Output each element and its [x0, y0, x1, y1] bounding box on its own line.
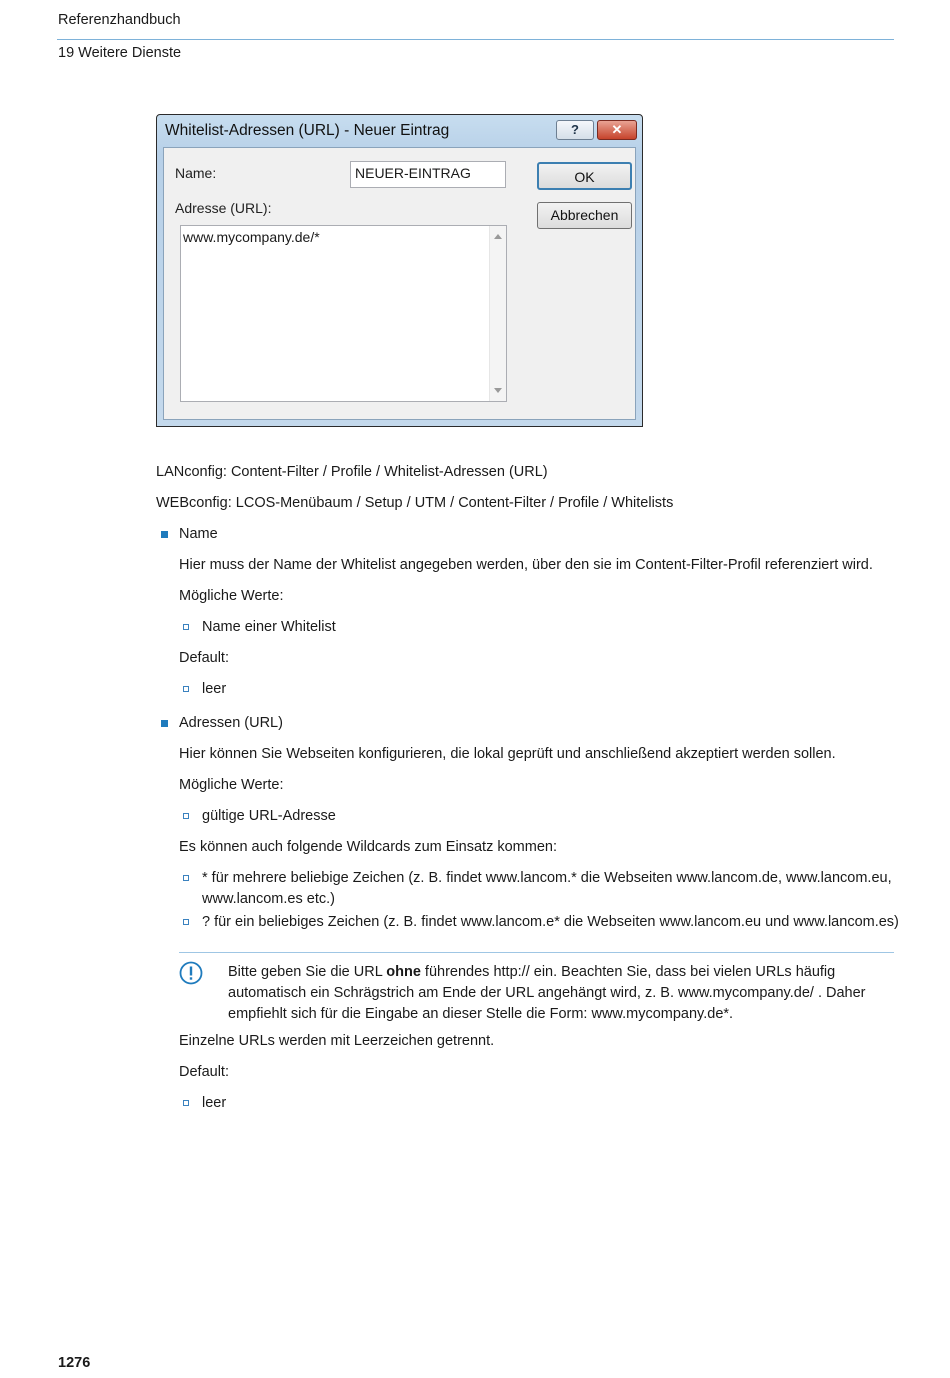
sub-bullet-icon — [183, 686, 189, 692]
item-name-possible-label: Mögliche Werte: — [179, 588, 284, 604]
sub-bullet-icon — [183, 624, 189, 630]
sub-bullet-icon — [183, 875, 189, 881]
info-icon — [179, 961, 203, 985]
note-text-part: führendes http:// ein. Beachten Sie, dass bei vielen URLs häufig automatisch ein Schrägstrich am Ende der URL angehängt wird, z. B. www.mycompany.de/ . Daher empfiehlt sich für die Eingabe an dieser Stelle die Form: www.mycompany.de*. — [228, 964, 866, 1022]
item-name-title: Name — [179, 526, 218, 542]
note-rule — [179, 952, 894, 953]
name-input[interactable]: NEUER-EINTRAG — [350, 161, 506, 188]
dialog-body — [163, 147, 636, 420]
note-text — [228, 962, 896, 1025]
header-rule — [57, 39, 894, 40]
bullet-square-icon — [161, 720, 168, 727]
item-name-default-label: Default: — [179, 650, 229, 666]
running-header-chapter: 19 Weitere Dienste — [58, 45, 182, 61]
running-header-title: Referenzhandbuch — [58, 12, 181, 28]
address-textarea[interactable] — [180, 225, 507, 402]
whitelist-dialog — [156, 114, 643, 427]
textarea-scrollbar[interactable] — [489, 226, 506, 401]
page-number: 1276 — [58, 1355, 91, 1371]
wildcard-question: ? für ein beliebiges Zeichen (z. B. findet www.lancom.e* die Webseiten www.lancom.eu und www.lancom.es) — [202, 914, 899, 930]
separator-note: Einzelne URLs werden mit Leerzeichen getrennt. — [179, 1033, 495, 1049]
item-name-default-value: leer — [202, 681, 227, 697]
cancel-button[interactable]: Abbrechen — [537, 202, 632, 229]
sub-bullet-icon — [183, 813, 189, 819]
help-button[interactable]: ? — [556, 120, 594, 140]
note-text-part: Bitte geben Sie die URL — [228, 964, 387, 980]
item-addresses-default-label: Default: — [179, 1064, 229, 1080]
wildcard-intro: Es können auch folgende Wildcards zum Einsatz kommen: — [179, 839, 557, 855]
item-addresses-possible-label: Mögliche Werte: — [179, 777, 284, 793]
address-value: www.mycompany.de/* — [183, 229, 320, 245]
item-addresses-possible-value: gültige URL-Adresse — [202, 808, 336, 824]
close-button[interactable]: ✕ — [597, 120, 637, 140]
note-emphasis: ohne — [386, 964, 421, 980]
item-name-description: Hier muss der Name der Whitelist angegeben werden, über den sie im Content-Filter-Profil referenziert wird. — [179, 557, 873, 573]
wildcard-star-line1: * für mehrere beliebige Zeichen (z. B. findet www.lancom.* die Webseiten www.lancom.de, www.lancom.eu, — [202, 870, 892, 886]
webconfig-path: WEBconfig: LCOS-Menübaum / Setup / UTM / Content-Filter / Profile / Whitelists — [156, 495, 674, 511]
scroll-up-arrow-icon[interactable] — [494, 234, 502, 239]
item-addresses-title: Adressen (URL) — [179, 715, 283, 731]
wildcard-star-line2: www.lancom.es etc.) — [202, 891, 335, 907]
ok-button[interactable]: OK — [537, 162, 632, 190]
item-name-possible-value: Name einer Whitelist — [202, 619, 336, 635]
item-addresses-default-value: leer — [202, 1095, 227, 1111]
address-label: Adresse (URL): — [175, 200, 272, 216]
item-addresses-description: Hier können Sie Webseiten konfigurieren, die lokal geprüft und anschließend akzeptiert werden sollen. — [179, 746, 836, 762]
sub-bullet-icon — [183, 919, 189, 925]
lanconfig-path: LANconfig: Content-Filter / Profile / Whitelist-Adressen (URL) — [156, 464, 548, 480]
bullet-square-icon — [161, 531, 168, 538]
sub-bullet-icon — [183, 1100, 189, 1106]
name-label: Name: — [175, 165, 217, 181]
dialog-title: Whitelist-Adressen (URL) - Neuer Eintrag — [165, 122, 450, 139]
scroll-down-arrow-icon[interactable] — [494, 388, 502, 393]
